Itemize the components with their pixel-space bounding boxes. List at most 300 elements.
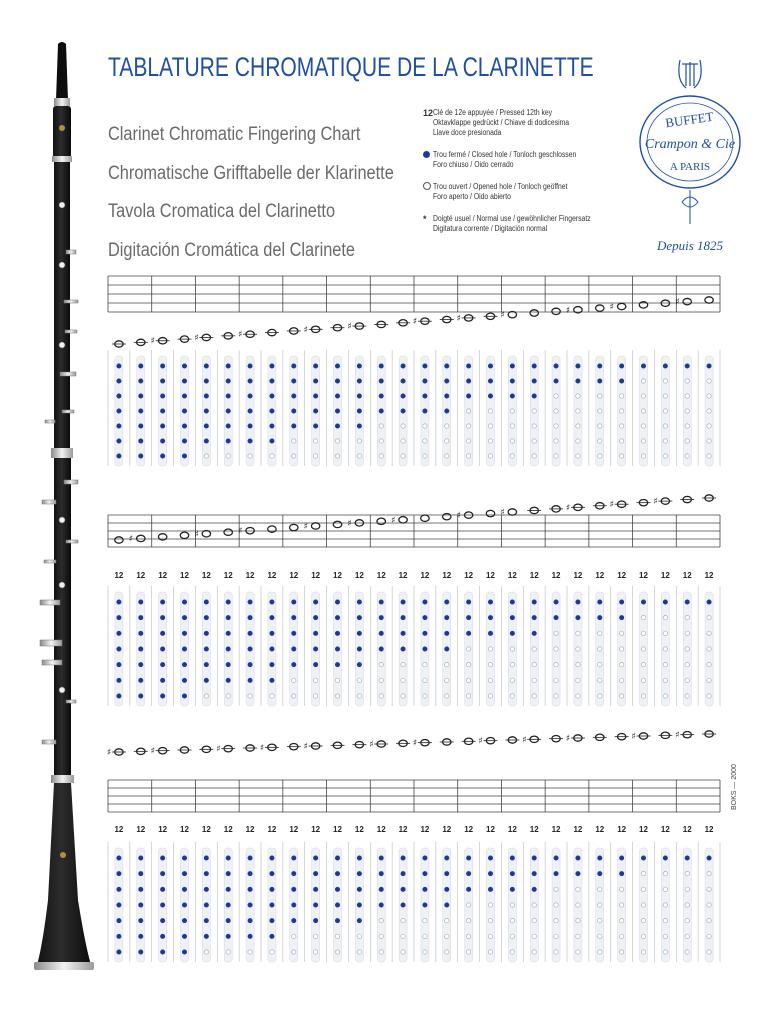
closed-hole [313,394,317,398]
open-hole [445,424,449,428]
open-hole [532,694,536,698]
open-hole [357,694,361,698]
closed-hole [292,394,296,398]
closed-hole [357,887,361,891]
note-head [399,517,407,523]
closed-hole [379,409,383,413]
open-hole [641,647,645,651]
sharp-sign: ♯ [238,330,243,341]
closed-hole [270,409,274,413]
open-hole [685,918,689,922]
open-hole [619,439,623,443]
twelfth-key-mark: 12 [114,571,124,580]
open-hole [663,887,667,891]
closed-hole [466,631,470,635]
open-hole [663,694,667,698]
open-hole [466,454,470,458]
closed-hole [576,364,580,368]
closed-hole [510,379,514,383]
open-hole [313,678,317,682]
sharp-sign: ♯ [631,732,636,742]
closed-hole [270,918,274,922]
open-hole [554,918,558,922]
closed-hole [401,871,405,875]
open-hole [576,918,580,922]
open-hole [576,903,580,907]
closed-hole [707,856,711,860]
closed-hole [248,615,252,619]
closed-hole [248,424,252,428]
open-hole [619,662,623,666]
closed-hole [292,379,296,383]
twelfth-key-mark: 12 [660,825,670,834]
open-hole [445,918,449,922]
open-hole [335,678,339,682]
closed-hole [139,694,143,698]
closed-hole [466,856,470,860]
closed-hole [357,662,361,666]
closed-hole [117,379,121,383]
closed-hole [335,871,339,875]
subtitle-english: Clarinet Chromatic Fingering Chart [108,124,361,145]
open-hole [598,903,602,907]
closed-hole [423,631,427,635]
open-hole [488,950,492,954]
open-hole [510,950,514,954]
open-hole [641,424,645,428]
closed-hole [685,600,689,604]
twelfth-key-mark: 12 [464,825,474,834]
open-hole [226,454,230,458]
closed-hole [357,364,361,368]
open-hole [401,918,405,922]
closed-hole [379,364,383,368]
closed-hole [248,439,252,443]
closed-hole [401,364,405,368]
sharp-sign: ♯ [238,526,243,537]
open-hole [707,439,711,443]
closed-hole [139,856,143,860]
open-hole [598,647,602,651]
open-hole [707,615,711,619]
closed-hole [401,600,405,604]
closed-hole [510,631,514,635]
closed-hole [117,394,121,398]
closed-hole [182,934,186,938]
closed-hole [226,934,230,938]
closed-hole [248,887,252,891]
fingering-row [108,495,720,706]
twelfth-key-mark: 12 [617,571,627,580]
twelfth-key-mark: 12 [136,571,146,580]
twelfth-key-mark: 12 [529,825,539,834]
closed-hole [423,871,427,875]
fingering-row [108,276,720,466]
sharp-sign: ♯ [347,322,352,333]
note-head [705,297,713,303]
subtitle-italian: Tavola Cromatica del Clarinetto [108,201,336,222]
open-hole [598,678,602,682]
open-hole [313,694,317,698]
closed-hole [226,631,230,635]
closed-hole [204,439,208,443]
open-hole [466,424,470,428]
twelfth-key-mark: 12 [682,571,692,580]
closed-hole [248,856,252,860]
sharp-sign: ♯ [500,310,505,321]
closed-hole [445,409,449,413]
twelfth-key-mark: 12 [158,825,168,834]
closed-hole [204,678,208,682]
closed-hole [510,600,514,604]
closed-hole [313,887,317,891]
closed-hole [335,424,339,428]
twelfth-key-mark: 12 [398,825,408,834]
open-hole [379,678,383,682]
twelfth-key-mark: 12 [376,571,386,580]
closed-hole [248,394,252,398]
closed-hole [292,600,296,604]
twelfth-key-mark: 12 [267,825,277,834]
closed-hole [160,887,164,891]
closed-hole [445,600,449,604]
twelfth-key-mark: 12 [617,825,627,834]
closed-hole [335,887,339,891]
open-hole [313,950,317,954]
open-hole [576,409,580,413]
closed-hole [488,856,492,860]
logo-since: Depuis 1825 [656,238,724,253]
open-hole [313,934,317,938]
closed-hole [117,918,121,922]
open-hole [510,454,514,458]
open-hole [488,903,492,907]
closed-hole [466,394,470,398]
open-hole [641,662,645,666]
open-hole [619,647,623,651]
closed-hole [423,379,427,383]
open-hole [488,647,492,651]
closed-hole [204,409,208,413]
open-hole [685,934,689,938]
closed-hole [117,678,121,682]
closed-hole [248,903,252,907]
closed-hole [117,409,121,413]
open-hole [641,887,645,891]
closed-hole [139,394,143,398]
closed-hole [335,647,339,651]
open-hole [641,409,645,413]
twelfth-key-mark: 12 [639,825,648,834]
closed-hole [423,364,427,368]
sharp-sign: ♯ [653,497,658,508]
twelfth-key-mark: 12 [551,825,561,834]
open-hole [685,950,689,954]
open-hole [685,379,689,383]
open-hole [641,615,645,619]
closed-hole [335,379,339,383]
open-hole [445,678,449,682]
closed-hole [445,871,449,875]
closed-hole [117,887,121,891]
closed-hole [619,871,623,875]
closed-hole [554,379,558,383]
closed-hole [117,364,121,368]
closed-hole [270,424,274,428]
open-hole [510,903,514,907]
closed-hole [313,631,317,635]
closed-hole [488,394,492,398]
open-hole [532,678,536,682]
open-hole [619,903,623,907]
open-hole [335,950,339,954]
closed-hole [160,454,164,458]
note-head [115,537,123,543]
note-head [202,531,210,537]
open-hole [204,950,208,954]
closed-hole [117,600,121,604]
closed-hole [139,887,143,891]
sharp-sign: ♯ [128,534,134,545]
closed-hole [313,615,317,619]
logo-brand: BUFFET [664,108,715,131]
twelfth-key-mark: 12 [660,571,670,580]
open-hole [663,615,667,619]
open-hole [685,647,689,651]
open-hole [357,934,361,938]
closed-hole [335,631,339,635]
closed-hole [182,678,186,682]
open-hole [685,694,689,698]
twelfth-key-mark: 12 [245,571,255,580]
closed-hole [139,918,143,922]
closed-hole [445,887,449,891]
open-hole [641,903,645,907]
open-hole [641,918,645,922]
open-hole [576,694,580,698]
closed-hole [160,856,164,860]
open-hole [576,439,580,443]
open-hole [576,678,580,682]
closed-hole [379,615,383,619]
note-head [137,535,145,541]
open-hole [707,424,711,428]
closed-hole [641,600,645,604]
open-hole [357,950,361,954]
open-hole [663,379,667,383]
closed-hole [160,903,164,907]
open-hole [466,647,470,651]
open-hole [685,887,689,891]
closed-hole [226,871,230,875]
open-hole [554,887,558,891]
open-hole [707,394,711,398]
open-hole [510,918,514,922]
closed-hole [401,394,405,398]
open-hole [292,454,296,458]
sharp-sign: ♯ [347,518,352,529]
open-hole [576,454,580,458]
twelfth-key-mark: 12 [354,825,364,834]
closed-hole [554,871,558,875]
closed-hole [248,600,252,604]
open-hole [532,439,536,443]
closed-hole [598,871,602,875]
closed-hole [510,871,514,875]
open-hole [401,424,405,428]
note-head [180,532,188,538]
closed-hole [182,409,186,413]
closed-hole [619,364,623,368]
closed-hole [226,662,230,666]
closed-hole [510,394,514,398]
subtitle-spanish: Digitación Cromática del Clarinete [108,239,356,261]
open-hole [554,950,558,954]
twelfth-key-mark: 12 [114,825,124,834]
open-hole [401,950,405,954]
open-hole [663,454,667,458]
closed-hole [466,600,470,604]
closed-hole [685,856,689,860]
open-hole [466,918,470,922]
closed-hole [292,871,296,875]
open-hole [292,694,296,698]
closed-hole [445,379,449,383]
closed-hole [204,856,208,860]
open-hole [663,631,667,635]
closed-hole [532,871,536,875]
open-hole [357,439,361,443]
open-hole [707,887,711,891]
open-hole [663,871,667,875]
open-hole [532,647,536,651]
open-hole [641,394,645,398]
open-hole [554,694,558,698]
closed-hole [335,394,339,398]
closed-hole [226,394,230,398]
open-hole [619,934,623,938]
closed-hole [160,631,164,635]
closed-hole [204,631,208,635]
twelfth-key-mark: 12 [442,825,452,834]
closed-hole [160,647,164,651]
closed-hole [379,887,383,891]
open-hole [619,694,623,698]
open-hole [270,694,274,698]
twelfth-key-mark: 12 [595,571,605,580]
open-hole [532,454,536,458]
twelfth-key-mark: 12 [464,571,474,580]
closed-hole [335,903,339,907]
open-hole [379,694,383,698]
closed-hole [139,678,143,682]
closed-hole [313,871,317,875]
closed-hole [160,950,164,954]
open-hole [532,903,536,907]
twelfth-key-mark: 12 [507,825,517,834]
open-hole [270,454,274,458]
open-hole [598,424,602,428]
open-hole [554,903,558,907]
closed-hole [532,887,536,891]
twelfth-key-mark: 12 [289,571,299,580]
closed-hole [335,918,339,922]
twelfth-key-mark: 12 [442,571,452,580]
open-hole [685,662,689,666]
open-hole [335,694,339,698]
closed-hole [117,439,121,443]
closed-hole [313,903,317,907]
closed-hole [248,918,252,922]
closed-hole [401,647,405,651]
open-hole [598,662,602,666]
legend-open: Trou ouvert / Opened hole / Tonloch geöffnet Foro aperto / Oido abierto [423,182,618,206]
twelfth-key-mark: 12 [420,825,430,834]
closed-hole [204,934,208,938]
closed-hole [357,871,361,875]
open-hole [357,678,361,682]
open-hole [707,950,711,954]
open-hole [466,409,470,413]
closed-hole [357,394,361,398]
twelfth-key-mark: 12 [333,825,342,834]
closed-hole [182,662,186,666]
closed-hole [532,856,536,860]
closed-hole [576,856,580,860]
open-hole [619,678,623,682]
open-hole [335,439,339,443]
closed-hole [270,600,274,604]
open-hole [707,934,711,938]
closed-hole [663,600,667,604]
open-hole [488,424,492,428]
closed-hole [313,918,317,922]
closed-hole [292,615,296,619]
closed-hole [510,856,514,860]
closed-hole [226,887,230,891]
closed-hole [182,364,186,368]
closed-hole [204,903,208,907]
note-head [486,510,494,516]
open-hole [663,409,667,413]
open-hole [401,934,405,938]
closed-hole [619,856,623,860]
open-hole [379,918,383,922]
open-hole [313,439,317,443]
closed-hole [117,903,121,907]
closed-hole [313,856,317,860]
closed-hole [532,364,536,368]
closed-hole [248,379,252,383]
open-hole [488,918,492,922]
open-hole [379,662,383,666]
sharp-sign: ♯ [522,735,527,746]
closed-hole [466,379,470,383]
closed-hole [488,615,492,619]
closed-hole [160,600,164,604]
twelfth-key-mark: 12 [289,825,299,834]
closed-hole [270,379,274,383]
twelfth-key-mark: 12 [158,571,168,580]
open-hole [707,918,711,922]
open-hole [510,424,514,428]
closed-hole [357,424,361,428]
closed-hole [292,424,296,428]
closed-hole [160,662,164,666]
twelfth-key-mark: 12 [354,571,364,580]
open-hole [554,678,558,682]
closed-hole [379,379,383,383]
